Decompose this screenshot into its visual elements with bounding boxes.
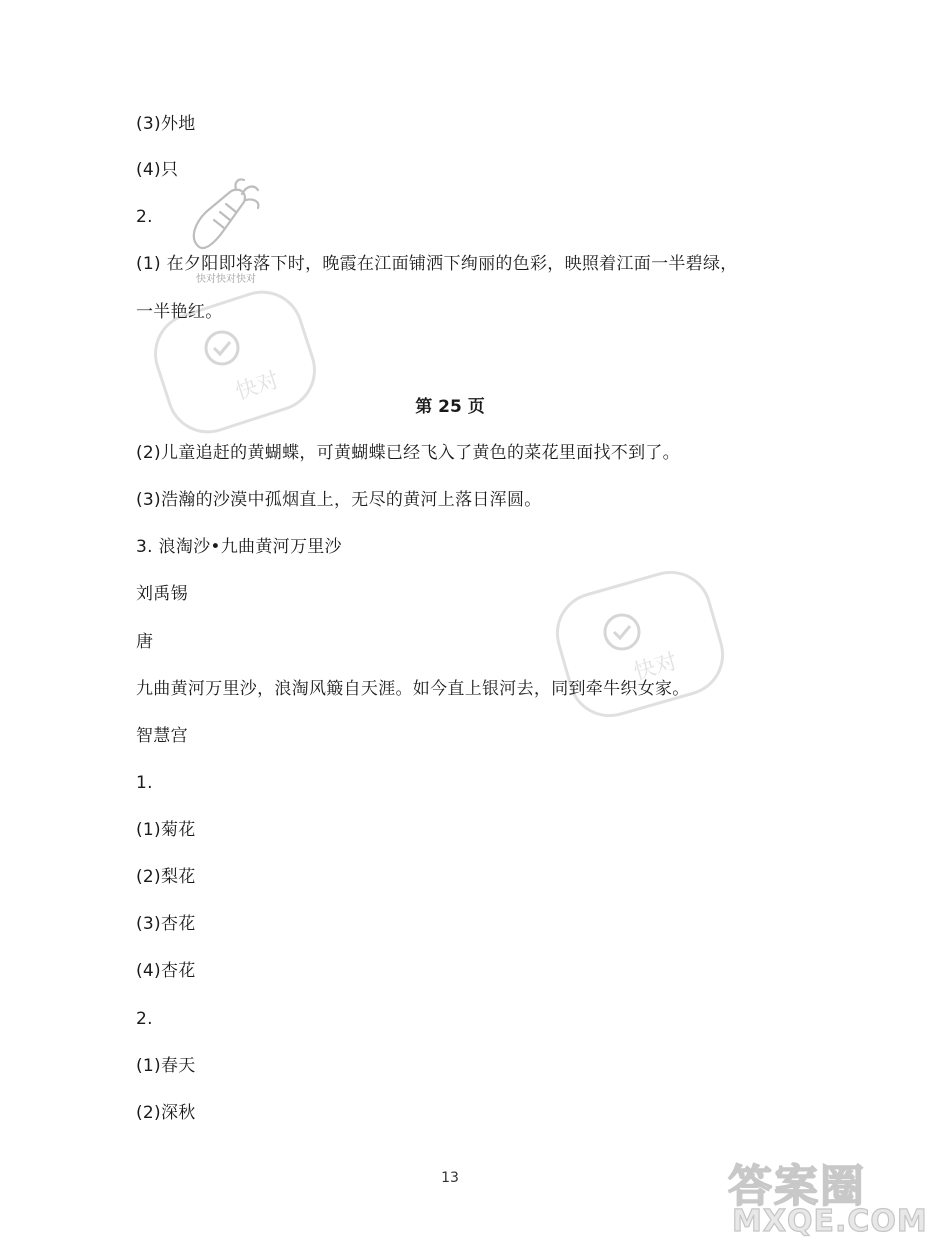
answer-line: (2)儿童追赶的黄蝴蝶，可黄蝴蝶已经飞入了黄色的菜花里面找不到了。 bbox=[136, 443, 680, 463]
answer-line: 1. bbox=[136, 773, 153, 793]
answer-line: 九曲黄河万里沙，浪淘风簸自天涯。如今直上银河去，同到牵牛织女家。 bbox=[136, 679, 690, 699]
section-heading: 第 25 页 bbox=[415, 397, 485, 417]
kuaidui-watermark-right bbox=[540, 560, 740, 730]
answer-line: (4)只 bbox=[136, 160, 179, 180]
answer-line: 唐 bbox=[136, 632, 154, 652]
answer-line: 智慧宫 bbox=[136, 726, 188, 746]
carrot-watermark-icon bbox=[180, 172, 270, 262]
watermark-text: 快对快对快对 bbox=[196, 274, 256, 285]
answer-line: 刘禹锡 bbox=[136, 584, 188, 604]
answer-line: (2)梨花 bbox=[136, 867, 196, 887]
answer-site-watermark-logo bbox=[728, 1150, 928, 1244]
watermark-brand-right: 快对 bbox=[630, 649, 681, 686]
answer-line: 2. bbox=[136, 207, 153, 227]
watermark-corner-big: 答案圈 bbox=[728, 1161, 866, 1212]
answer-line: 2. bbox=[136, 1009, 153, 1029]
answer-line: (3)浩瀚的沙漠中孤烟直上，无尽的黄河上落日浑圆。 bbox=[136, 490, 542, 510]
answer-line: (1)春天 bbox=[136, 1056, 196, 1076]
answer-line: (3)杏花 bbox=[136, 914, 196, 934]
watermark-brand-left: 快对 bbox=[232, 367, 283, 406]
page-number: 13 bbox=[441, 1170, 459, 1186]
answer-line: 3. 浪淘沙•九曲黄河万里沙 bbox=[136, 537, 342, 557]
watermark-corner-small: MXQE.COM bbox=[732, 1204, 928, 1239]
answer-line: (3)外地 bbox=[136, 114, 196, 134]
answer-line: 一半艳红。 bbox=[136, 302, 223, 322]
answer-line: (2)深秋 bbox=[136, 1103, 196, 1123]
answer-line: (1)菊花 bbox=[136, 820, 196, 840]
answer-line: (1) 在夕阳即将落下时，晚霞在江面铺洒下绚丽的色彩，映照着江面一半碧绿， bbox=[136, 254, 738, 274]
answer-line: (4)杏花 bbox=[136, 961, 196, 981]
